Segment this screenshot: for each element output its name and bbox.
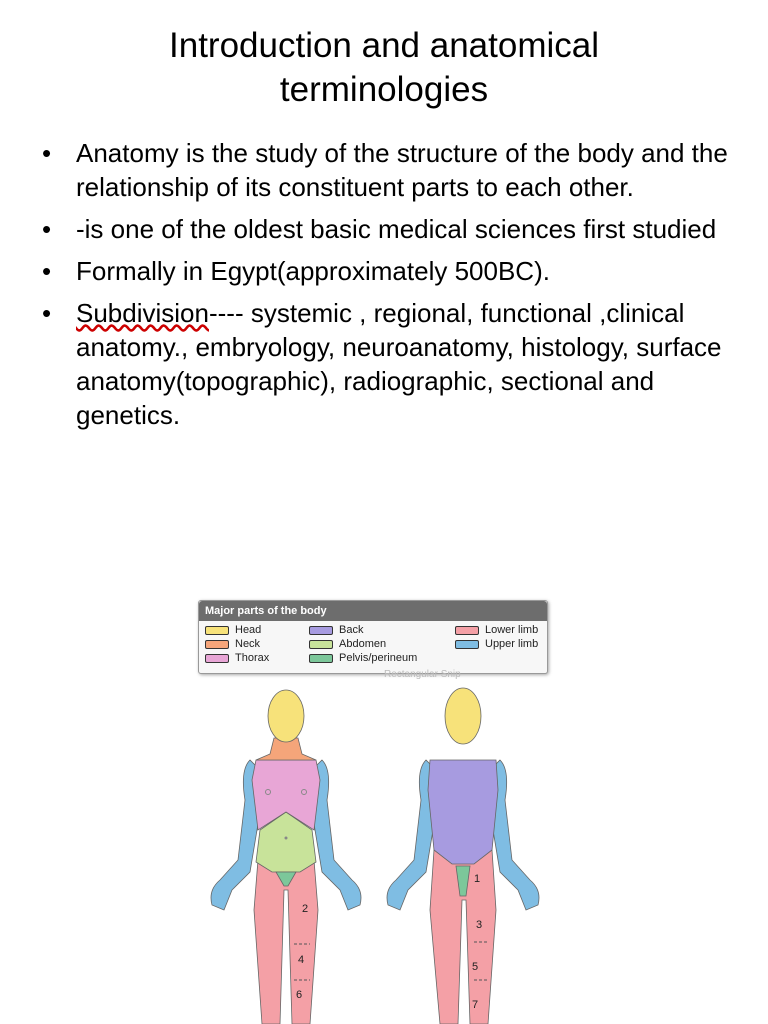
body-parts-legend [198,600,548,674]
slide-title [0,24,768,112]
legend-title: Major parts of the body [199,601,547,621]
bullet-item [40,296,730,432]
snip-tooltip: Rectangular Snip [384,669,461,680]
region-number: 4 [298,954,305,966]
legend-label: Lower limb [485,624,539,636]
region-number: 5 [472,961,479,973]
legend-swatch [205,640,229,649]
navel [285,837,288,840]
legend-swatch [455,626,479,635]
title-line-1: Introduction and anatomical [169,26,599,65]
bullet-list [40,136,730,440]
legend-swatch [309,626,333,635]
legend-item-pelvis [309,651,417,665]
title-line-2: terminologies [279,70,489,109]
legend-label: Abdomen [339,638,387,650]
head-anterior [268,690,304,742]
bullet-dot: • [42,298,52,328]
legend-swatch [309,640,333,649]
legend-label: Back [339,624,364,636]
legend-swatch [455,640,479,649]
bullet-item [40,254,730,288]
region-number: 3 [476,919,483,931]
posterior-body [387,688,539,1024]
bullet-text: Anatomy is the study of the structure of the body and the relationship of its constituent parts to each other. [76,138,728,202]
bullet-text: -is one of the oldest basic medical sciences first studied [76,214,717,244]
bullet-lead-term: Subdivision [76,298,209,328]
legend-item-abdomen [309,637,386,651]
legend-item-upper-limb [455,637,538,651]
region-number: 2 [302,903,309,915]
bullet-text: Formally in Egypt(approximately 500BC). [76,256,550,286]
bullet-dot: • [42,256,52,286]
region-number: 6 [296,989,303,1001]
head-posterior [445,688,481,744]
legend-item-head [205,623,261,637]
bullet-item [40,212,730,246]
region-number: 7 [472,999,479,1011]
legend-swatch [309,654,333,663]
legend-label: Upper limb [485,638,539,650]
legend-item-back [309,623,363,637]
legend-item-neck [205,637,260,651]
bullet-dot: • [42,138,52,168]
legend-label: Thorax [235,652,270,664]
region-number: 1 [474,873,481,885]
legend-grid [199,621,547,671]
legend-item-thorax [205,651,269,665]
legend-label: Neck [235,638,261,650]
legend-label: Head [235,624,262,636]
back-posterior [428,760,498,864]
bullet-text: ---- systemic , regional, functional ,clinical anatomy., embryology, neuroanatomy, histology, surface anatomy(topographic), radiographic, sectional and genetics. [76,298,722,430]
bullet-dot: • [42,214,52,244]
body-regions-figure [190,680,570,1024]
bullet-item [40,136,730,204]
legend-swatch [205,626,229,635]
anterior-body [211,690,361,1024]
legend-item-lower-limb [455,623,538,637]
legend-label: Pelvis/perineum [339,652,418,664]
legend-swatch [205,654,229,663]
